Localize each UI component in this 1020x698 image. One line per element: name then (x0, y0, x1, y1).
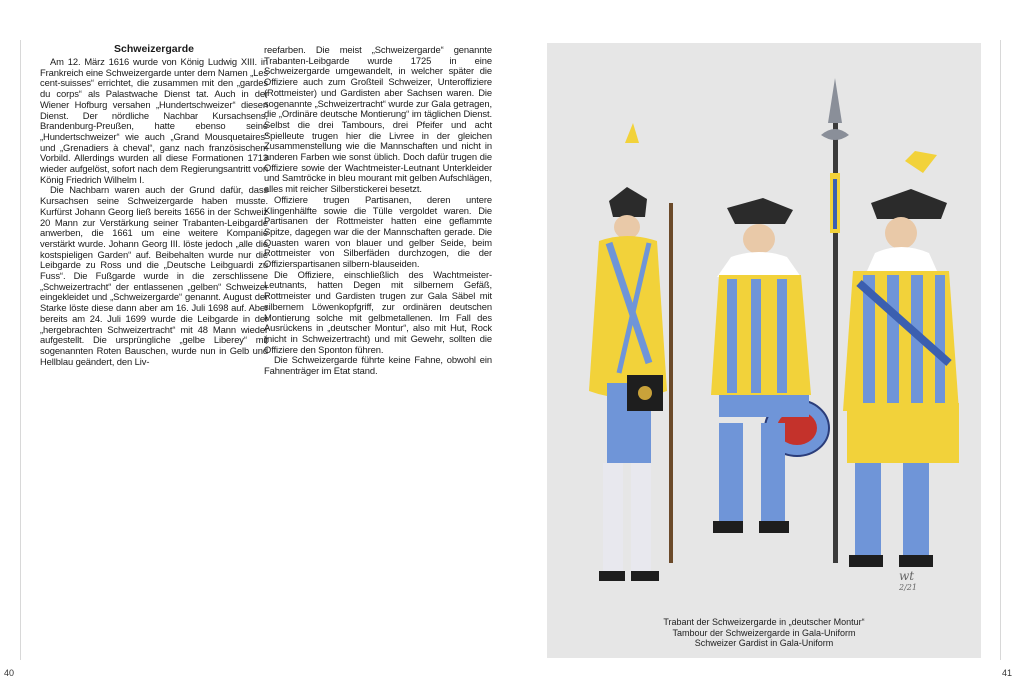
caption-line: Schweizer Gardist in Gala-Uniform (694, 638, 834, 648)
paragraph: Offiziere trugen Partisanen, deren untere Klingenhälfte sowie die Tülle vergoldet waren. Die Partisanen der Rottmeister hatten eine geflammte Spitze, dagegen war die der Mannschaften gerade. Die Quasten waren von blauer und gelber Seide, beim Rottmeister von Silberfäden durchzogen, die der Offizierspartisanen silbern-blauseiden. (264, 193, 492, 270)
paragraph: Die Offiziere, einschließlich des Wachtmeister-Leutnants, hatten Degen mit silbernem Gefäß, Rottmeister und Gardisten trugen zur Gala Säbel mit silbernem Löwenkopfgriff, zur ordinären deutschen Montierung solche mit gelbmetallenen. Im Fall des Ausrückens in „deutscher Montur“, also mit Hut, Rock (nicht in Schweizertracht) und mit Gewehr, sollten die Offiziere den Sponton führen. (264, 268, 492, 355)
right-page-edge (1000, 40, 1001, 660)
paragraph: reefarben. Die meist „Schweizergarde“ genannte Trabanten-Leibgarde wurde 1725 in eine Schweizergarde umgewandelt, in welcher später die Offiziere auch zum Großteil Schweizer, Unteroffiziere (Rottmeister) und Gardisten aber Sachsen waren. Die sogenannte „Schweizertracht“ wurde zur Gala getragen, die „Ordinäre deutsche Montierung“ im täglichen Dienst. Selbst die drei Tambours, drei Pfeifer und acht Spielleute trugen hier die Livree in der gleichen Zusammenstellung wie die Mannschaften und nicht in anderen Farben wie sonst üblich. Doch dafür trugen die Offiziere sowie der Wachtmeister-Leutnant Unterkleider und Samtröcke in bleu mourant mit gelben Aufschlägen, alles mit reicher Silberstickerei besetzt. (264, 44, 492, 195)
left-page-edge (20, 40, 21, 660)
trabant-figure (589, 123, 673, 581)
page-number-left: 40 (4, 668, 15, 678)
text-column-middle (264, 45, 492, 377)
text-column-left (40, 57, 268, 367)
gardist-figure (843, 151, 959, 567)
swiss-guard-illustration (547, 43, 981, 613)
artist-signature: wt 2/21 (899, 569, 917, 592)
caption-line: Tambour der Schweizergarde in Gala-Uniform (672, 627, 856, 638)
caption-line: Trabant der Schweizergarde in „deutscher Montur“ (663, 617, 865, 627)
plate-caption (547, 617, 981, 649)
tambour-figure (711, 198, 829, 533)
page-number-right: 41 (1002, 668, 1013, 678)
paragraph: Am 12. März 1616 wurde von König Ludwig XIII. in Frankreich eine Schweizergarde unter dem Namen „Les cent-suisses“ errichtet, die zusammen mit den „gardes du corps“ als Palastwache Dienst tat. Auch in der Wiener Hofburg versahen „Hundertschweizer“ diesen Dienst. Der nördliche Nachbar Kursachsens, Brandenburg-Preußen, hatte ebenso seine „Hundertschweizer“ wie auch „Grand Mousquetaires“ und „Grenadiers à cheval“, ganz nach französischem Vorbild. Allerdings wurden all diese Formationen 1713 wieder aufgelöst, sofort nach dem Regierungsantritt von König Friedrich Wilhelm I. (40, 56, 268, 185)
partisan-halberd (821, 78, 849, 563)
paragraph: Die Nachbarn waren auch der Grund dafür, dass Kursachsen seine Schweizergarde haben musste. Kurfürst Johann Georg ließ bereits 1656 in der Schweiz 20 Mann zur Verstärkung seiner Trabanten-Leibgarde anwerben, die 1661 um eine weitere Kompanie verstärkt wurde. Johann Georg III. löste jedoch „alle die kostspieligen Garden“ auf. Beibehalten wurde nur die Leibgarde zu Ross und die „Deutsche Leibguardi zu Fuss“. Die Fußgarde wurde in die zerschlissene „Schweizertracht“ der entlassenen „gelben“ Schweizer eingekleidet und „Schweizergarde“ genannt. August der Starke löste diese dann aber am 16. Juli 1698 auf. Aber bereits am 24. Juli 1699 wurde die Leibgarde in der „hergebrachten Schweizertracht“ mit 48 Mann wieder aufgestellt. Die ursprüngliche „gelbe Liberey“ mit sogenannten Roten Bauschen, wurde nun in Gelb und Hellblau geändert, den Liv- (40, 184, 268, 367)
article-heading: Schweizergarde (114, 43, 194, 55)
paragraph: Die Schweizergarde führte keine Fahne, obwohl ein Fahnenträger im Etat stand. (264, 354, 492, 377)
illustration-plate (547, 43, 981, 658)
